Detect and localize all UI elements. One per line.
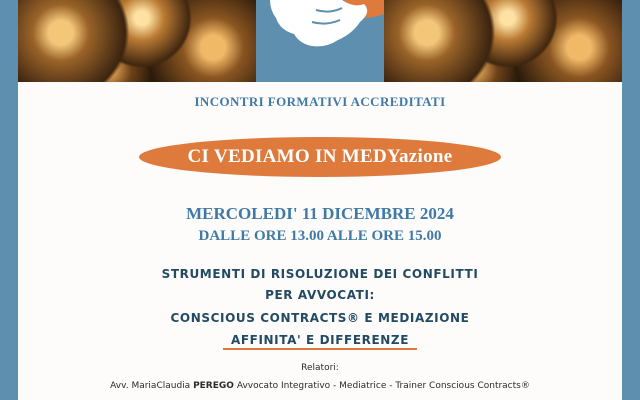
header-photo-strip (18, 0, 622, 82)
event-subtitle: INCONTRI FORMATIVI ACCREDITATI (194, 94, 446, 109)
topic-line-4: AFFINITA' E DIFFERENZE (223, 333, 417, 350)
speaker-name-prefix: Avv. MariaClaudia (110, 381, 191, 391)
event-title-banner (139, 137, 501, 177)
topic-line-2: PER AVVOCATI: (265, 288, 375, 302)
topic-line-4-wrapper (18, 333, 622, 347)
speaker-surname: PEREGO (193, 381, 234, 391)
speakers-label: Relatori: (301, 363, 339, 373)
light-bulbs-photo-right (384, 0, 622, 82)
speaker-role: Avvocato Integrativo - Mediatrice - Trainer Conscious Contracts® (236, 381, 530, 391)
light-bulbs-photo-left (18, 0, 256, 82)
flyer-card (18, 0, 622, 400)
handshake-icon (256, 0, 384, 82)
event-date: MERCOLEDI' 11 DICEMBRE 2024 (186, 204, 454, 223)
event-time: DALLE ORE 13.00 ALLE ORE 15.00 (198, 228, 442, 244)
topic-line-3: CONSCIOUS CONTRACTS® E MEDIAZIONE (170, 311, 470, 325)
handshake-panel (256, 0, 384, 82)
topic-line-1: STRUMENTI DI RISOLUZIONE DEI CONFLITTI (161, 267, 479, 281)
event-title: CI VEDIAMO IN MEDYazione (187, 146, 453, 167)
speaker-line (18, 381, 622, 391)
